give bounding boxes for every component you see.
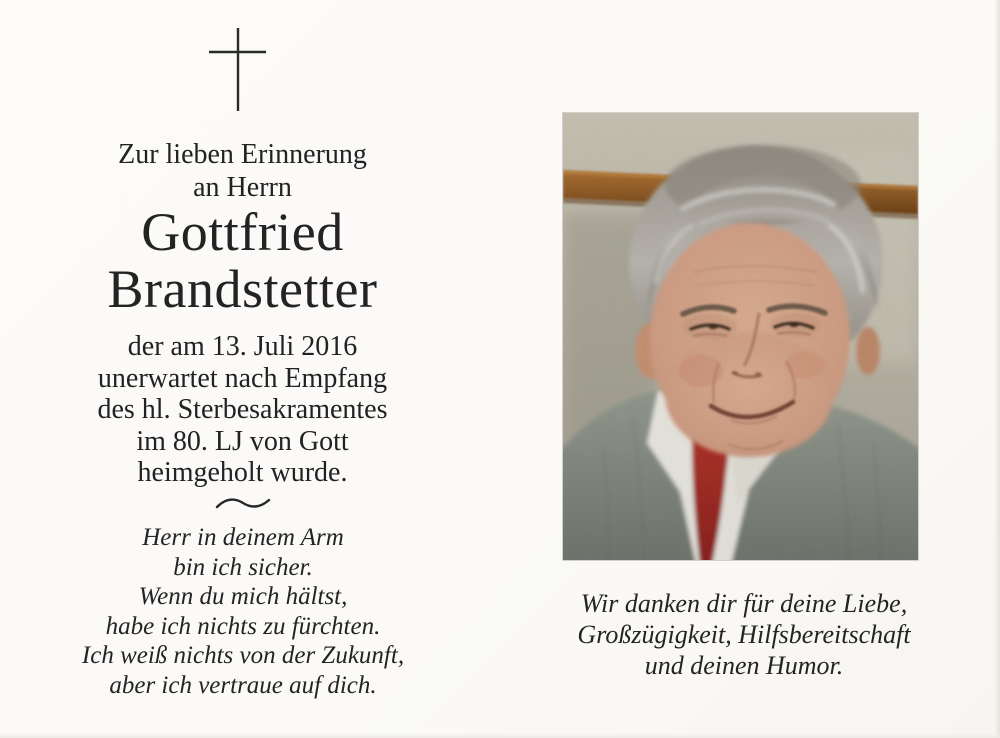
- poem: [8, 523, 478, 700]
- poem-line: aber ich vertraue auf dich.: [109, 671, 377, 699]
- portrait-photo: [563, 113, 918, 560]
- scan-edge-right: [994, 0, 1000, 738]
- death-notice-line: im 80. LJ von Gott: [136, 425, 349, 457]
- poem-line: Ich weiß nichts von der Zukunft,: [81, 642, 405, 669]
- poem-line: Herr in deinem Arm: [142, 524, 344, 551]
- thanks-line: und deinen Humor.: [644, 651, 844, 680]
- death-notice-line: heimgeholt wurde.: [137, 457, 348, 488]
- death-notice-line: unerwartet nach Empfang: [97, 362, 388, 394]
- deceased-name-line: Gottfried: [141, 202, 344, 262]
- death-notice-line: des hl. Sterbesakramentes: [97, 394, 388, 425]
- tilde-flourish-icon: [10, 496, 475, 517]
- scan-edge-bottom: [0, 733, 1000, 738]
- intro-text: [10, 138, 475, 204]
- death-notice-line: der am 13. Juli 2016: [127, 331, 358, 362]
- intro-line: an Herrn: [193, 172, 292, 203]
- poem-line: habe ich nichts zu fürchten.: [105, 612, 381, 640]
- thanks-line: Wir danken dir für deine Liebe,: [580, 589, 908, 618]
- latin-cross-icon: [204, 26, 270, 114]
- thanks-line: Großzügigkeit, Hilfsbereitschaft: [577, 620, 911, 649]
- poem-line: Wenn du mich hältst,: [138, 583, 348, 610]
- intro-line: Zur lieben Erinnerung: [118, 139, 367, 170]
- deceased-name-line: Brandstetter: [107, 259, 378, 319]
- deceased-name: [10, 204, 475, 318]
- death-notice: [10, 331, 475, 489]
- poem-line: bin ich sicher.: [173, 553, 313, 581]
- thanks-text: [538, 588, 950, 681]
